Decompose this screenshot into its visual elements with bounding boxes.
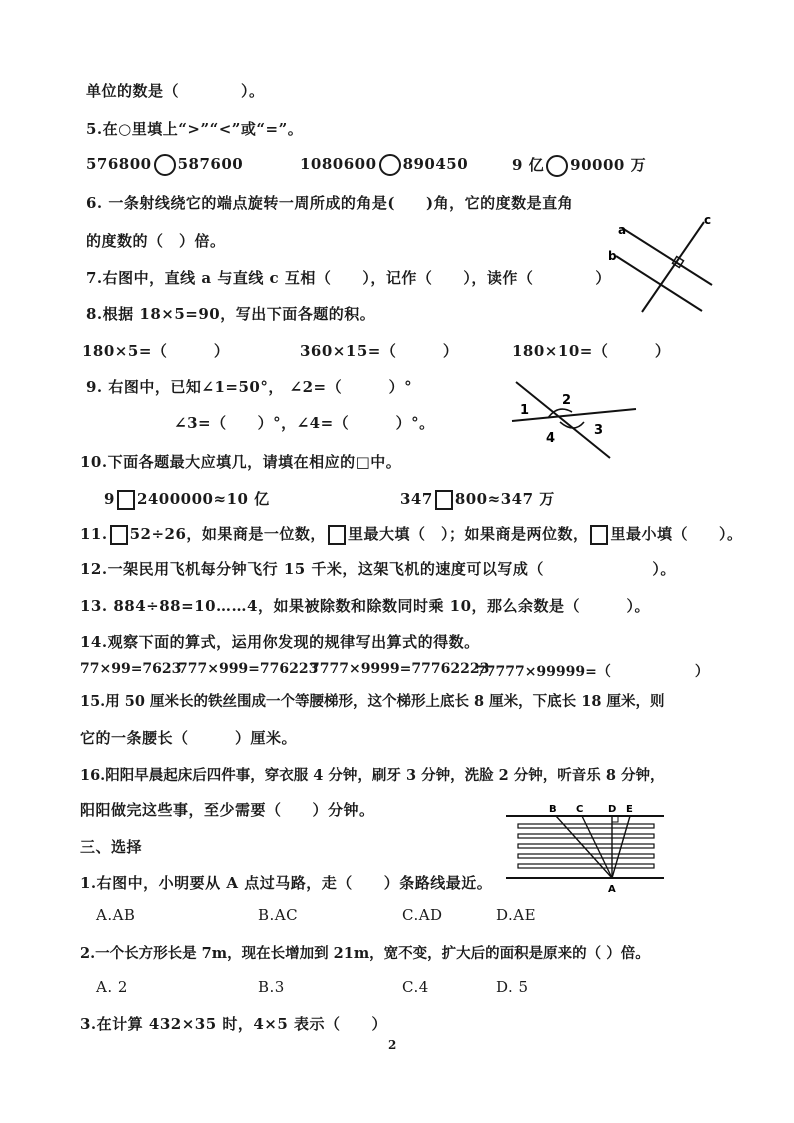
q5-item-2-left: 1080600 (300, 155, 377, 173)
route-ac (582, 816, 612, 878)
answer-box[interactable] (110, 525, 128, 545)
q8-title: 8.根据 18×5=90，写出下面各题的积。 (86, 305, 376, 323)
q14-item-1: 77×99=7623 (80, 661, 182, 677)
label-c: c (704, 213, 712, 227)
mc3-question: 3.在计算 432×35 时，4×5 表示（ ） (80, 1015, 388, 1033)
mc2-question: 2.一个长方形长是 7m，现在长增加到 21m，宽不变，扩大后的面积是原来的（ ）倍。 (80, 945, 650, 962)
q6-line1: 6. 一条射线绕它的端点旋转一周所成的角是( )角，它的度数是直角 (86, 194, 574, 212)
mc2-option-c[interactable]: C.4 (402, 978, 429, 996)
label-a: a (618, 223, 627, 237)
angle-label-3: 3 (594, 423, 604, 438)
answer-box[interactable] (435, 490, 453, 510)
point-label-a: A (608, 884, 616, 895)
q14-title: 14.观察下面的算式，运用你发现的规律写出算式的得数。 (80, 633, 480, 651)
q16-line2: 阳阳做完这些事，至少需要（ ）分钟。 (80, 801, 375, 819)
q10-item-1-post: 2400000≈10 亿 (136, 490, 270, 508)
q12: 12.一架民用飞机每分钟飞行 15 千米，这架飞机的速度可以写成（ ）。 (80, 560, 676, 578)
q9-line1: 9. 右图中，已知∠1=50°， ∠2=（ ）° (86, 378, 413, 396)
q10-title (80, 451, 401, 472)
route-ab (556, 816, 612, 878)
q14-item-3: 7777×9999=77762223 (310, 661, 490, 677)
q10-item-2 (400, 488, 555, 510)
label-b: b (608, 249, 617, 263)
q14-item-4: 77777×99999=（ ） (476, 664, 709, 680)
q8-item-2: 360×15=（ ） (300, 342, 459, 360)
q15-line1: 15.用 50 厘米长的铁丝围成一个等腰梯形，这个梯形上底长 8 厘米，下底长 18 厘米，则 (80, 693, 665, 710)
q7-text: 7.右图中，直线 a 与直线 c 互相（ ），记作（ ），读作（ ） (86, 269, 611, 287)
q9-figure (508, 376, 638, 460)
point-label-c: C (576, 804, 584, 815)
road-stripe (518, 864, 654, 868)
q10-item-2-post: 800≈347 万 (454, 490, 555, 508)
q11-part3: 里最大填（ ）；如果商是两位数， (347, 525, 589, 543)
answer-circle[interactable] (546, 155, 568, 177)
answer-box[interactable] (117, 490, 135, 510)
mc1-question: 1.右图中，小明要从 A 点过马路，走（ ）条路线最近。 (80, 874, 493, 892)
q8-item-3: 180×10=（ ） (512, 342, 671, 360)
q5-title: 5.在○里填上“>”“<”或“=”。 (86, 120, 304, 138)
point-label-e: E (626, 804, 633, 815)
q5-item-1 (86, 154, 243, 176)
road-stripe (518, 844, 654, 848)
answer-box[interactable] (590, 525, 608, 545)
q11-part1: 11. (80, 525, 108, 543)
q5-item-2-right: 890450 (402, 155, 469, 173)
horizontal-line (512, 409, 636, 421)
road-stripe (518, 854, 654, 858)
angle-label-4: 4 (546, 431, 556, 446)
mc2-option-d[interactable]: D. 5 (496, 978, 529, 996)
q11 (80, 523, 742, 545)
q10-title-text: 10.下面各题最大应填几，请填在相应的□中。 (80, 453, 402, 471)
angle-label-1: 1 (520, 403, 530, 418)
q5-item-2 (300, 154, 468, 176)
mc1-option-a[interactable]: A.AB (96, 906, 136, 924)
q14-item-2: 777×999=776223 (178, 661, 319, 677)
q16-line1: 16.阳阳早晨起床后四件事，穿衣服 4 分钟，刷牙 3 分钟，洗脸 2 分钟，听音乐 8 分钟， (80, 767, 665, 784)
point-label-d: D (608, 804, 617, 815)
angle-label-2: 2 (562, 393, 572, 408)
answer-box[interactable] (328, 525, 346, 545)
q13: 13. 884÷88=10……4，如果被除数和除数同时乘 10，那么余数是（ ）。 (80, 597, 651, 615)
mc1-option-b[interactable]: B.AC (258, 906, 299, 924)
page-number: 2 (388, 1038, 397, 1052)
answer-circle[interactable] (154, 154, 176, 176)
mc2-option-a[interactable]: A. 2 (96, 978, 128, 996)
q5-item-3 (512, 154, 646, 177)
q8-item-1: 180×5=（ ） (82, 342, 230, 360)
section-title: 三、选择 (80, 838, 143, 856)
answer-circle[interactable] (379, 154, 401, 176)
q10-item-1 (104, 488, 270, 510)
q11-part4: 里最小填（ ）。 (610, 525, 743, 543)
q5-item-3-left: 9 亿 (512, 156, 545, 174)
q10-item-1-pre: 9 (104, 490, 115, 508)
q7-figure (600, 208, 720, 318)
mc2-option-b[interactable]: B.3 (258, 978, 285, 996)
line-b (616, 256, 702, 311)
road-stripe (518, 834, 654, 838)
mc1-option-c[interactable]: C.AD (402, 906, 443, 924)
q5-item-3-right: 90000 万 (570, 156, 647, 174)
q9-line2: ∠3=（ ）°，∠4=（ ）°。 (174, 414, 435, 432)
mc1-option-d[interactable]: D.AE (496, 906, 537, 924)
q11-part2: 52÷26，如果商是一位数， (129, 525, 326, 543)
q10-item-2-pre: 347 (400, 490, 433, 508)
route-ae (612, 816, 630, 878)
q6-line2: 的度数的（ ）倍。 (86, 232, 226, 250)
line-c (642, 222, 704, 312)
q15-line2: 它的一条腰长（ ）厘米。 (80, 729, 298, 747)
point-label-b: B (549, 804, 557, 815)
q5-item-1-left: 576800 (86, 155, 152, 173)
q5-item-1-right: 587600 (177, 155, 244, 173)
q4-tail: 单位的数是（ ）。 (86, 82, 265, 100)
mc1-figure (500, 800, 670, 900)
